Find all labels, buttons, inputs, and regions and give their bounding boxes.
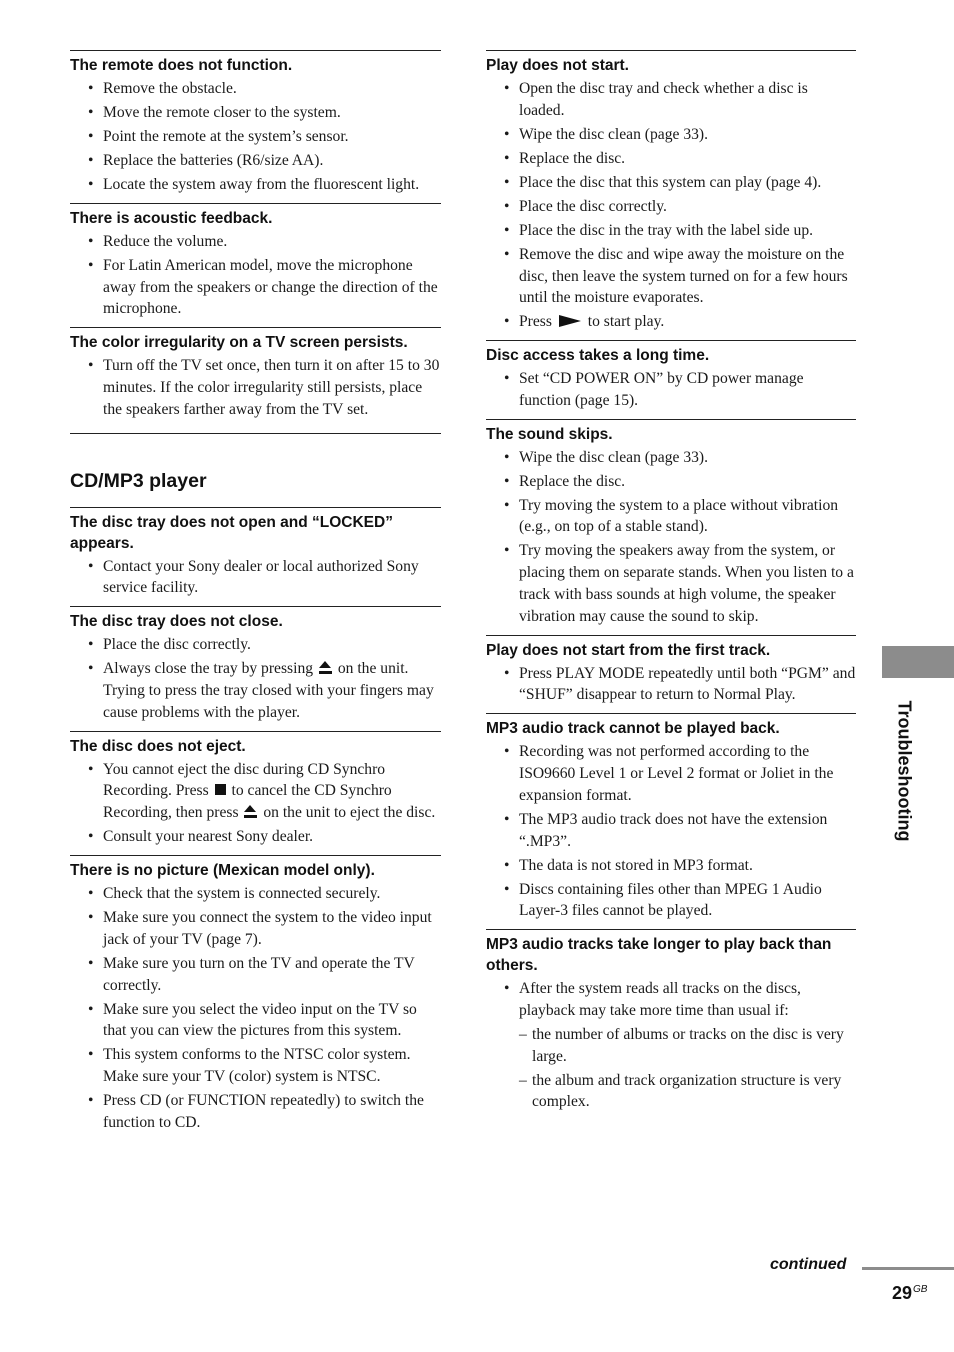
list-item: • This system conforms to the NTSC color system. Make sure your TV (color) system is NTSC. [70,1044,441,1088]
continued-label: continued [770,1256,847,1273]
section-heading: The color irregularity on a TV screen persists. [70,334,408,352]
section-heading: Play does not start. [486,57,629,74]
section-heading: Disc access takes a long time. [486,347,710,365]
eject-icon [244,805,257,818]
section-heading: MP3 audio track cannot be played back. [486,720,780,738]
list-item: • Set “CD POWER ON” by CD power manage function (page 15). [486,368,856,412]
section-tray-not-close [70,606,441,723]
list-item: • Turn off the TV set once, then turn it on after 15 to 30 minutes. If the color irregularity still persists, place the speakers farther away from the TV set. [70,355,441,420]
list-item: • Contact your Sony dealer or local authorized Sony service facility. [70,556,441,600]
section-heading: There is acoustic feedback. [70,209,273,227]
list-item: • Press to start play. [486,311,856,333]
section-heading: The sound skips. [486,425,613,443]
left-column [70,50,441,1141]
list-item: • Locate the system away from the fluorescent light. [70,174,441,196]
right-column [486,50,856,1120]
list-item: • Reduce the volume. [70,231,441,253]
section-remote [70,50,441,196]
list-item: • Press PLAY MODE repeatedly until both “PGM” and “SHUF” disappear to return to Normal Play. [486,663,856,707]
section-tab [882,646,954,678]
list-item: • Try moving the system to a place without vibration (e.g., on top of a stable stand). [486,495,856,539]
list-item: • Point the remote at the system’s sensor. [70,126,441,148]
list-item: • Replace the batteries (R6/size AA). [70,150,441,172]
list-item: • Replace the disc. [486,471,856,493]
list-item: • For Latin American model, move the microphone away from the speakers or change the direction of the microphone. [70,255,441,320]
list-item: • Open the disc tray and check whether a disc is loaded. [486,78,856,122]
section-heading: The disc tray does not open and “LOCKED” appears. [70,513,393,552]
list-item: • Discs containing files other than MPEG 1 Audio Layer-3 files cannot be played. [486,879,856,923]
list-item: • Wipe the disc clean (page 33). [486,124,856,146]
list-item: • Check that the system is connected securely. [70,883,441,905]
section-heading: MP3 audio tracks take longer to play back than others. [486,936,832,975]
list-item: • Move the remote closer to the system. [70,102,441,124]
continued-rule [862,1267,954,1270]
stop-icon [215,784,226,795]
section-heading: The disc tray does not close. [70,613,283,631]
list-item: • Make sure you select the video input on the TV so that you can view the pictures from this system. [70,999,441,1043]
section-disc-access [486,340,856,412]
list-item: • Remove the disc and wipe away the moisture on the disc, then leave the system turned on for a few hours until the moisture evaporates. [486,244,856,309]
list-item: • Replace the disc. [486,148,856,170]
list-item: • Make sure you turn on the TV and operate the TV correctly. [70,953,441,997]
play-icon [559,315,581,327]
section-heading: The disc does not eject. [70,737,246,755]
section-heading: There is no picture (Mexican model only). [70,862,375,880]
section-color-irregularity [70,327,441,434]
list-item: • Place the disc correctly. [70,634,441,656]
list-item: • Always close the tray by pressing on the unit. Trying to press the tray closed with your fingers may cause problems with the player. [70,658,441,723]
section-tab-label: Troubleshooting [894,700,915,842]
sub-list-item: – the album and track organization structure is very complex. [519,1070,856,1114]
list-item: • After the system reads all tracks on the discs, playback may take more time than usual if: – the number of albums or tracks on the disc is very large. – the album and track organization structure is very complex. [486,978,856,1113]
list-item: • Remove the obstacle. [70,78,441,100]
category-title: CD/MP3 player [70,469,207,492]
list-item: • You cannot eject the disc during CD Synchro Recording. Press to cancel the CD Synchro Recording, then press on the unit to eject the disc. [70,759,441,824]
section-sound-skips [486,419,856,628]
list-item: • Recording was not performed according to the ISO9660 Level 1 or Level 2 format or Joliet in the expansion format. [486,741,856,806]
list-item: • Place the disc correctly. [486,196,856,218]
list-item: • Make sure you connect the system to the video input jack of your TV (page 7). [70,907,441,951]
section-acoustic-feedback [70,203,441,320]
section-tray-locked [70,507,441,600]
section-heading: The remote does not function. [70,57,293,74]
eject-icon [319,661,332,674]
page-number: $29^{GB}$ [892,1283,928,1303]
section-play-not-start [486,50,856,333]
section-mp3-cannot-play [486,713,856,922]
sub-list-item: – the number of albums or tracks on the disc is very large. [519,1024,856,1068]
list-item: • Place the disc in the tray with the label side up. [486,220,856,242]
list-item: • Wipe the disc clean (page 33). [486,447,856,469]
section-first-track [486,635,856,707]
section-heading: Play does not start from the first track. [486,641,771,659]
section-disc-not-eject [70,731,441,848]
list-item: • The data is not stored in MP3 format. [486,855,856,877]
list-item: • Place the disc that this system can play (page 4). [486,172,856,194]
list-item: • Press CD (or FUNCTION repeatedly) to switch the function to CD. [70,1090,441,1134]
list-item: • Consult your nearest Sony dealer. [70,826,441,848]
list-item: • The MP3 audio track does not have the extension “.MP3”. [486,809,856,853]
section-mp3-longer [486,929,856,1113]
section-no-picture [70,855,441,1134]
list-item: • Try moving the speakers away from the system, or placing them on separate stands. When you listen to a track with bass sounds at high volume, the speaker vibration may cause the sound to skip. [486,540,856,627]
